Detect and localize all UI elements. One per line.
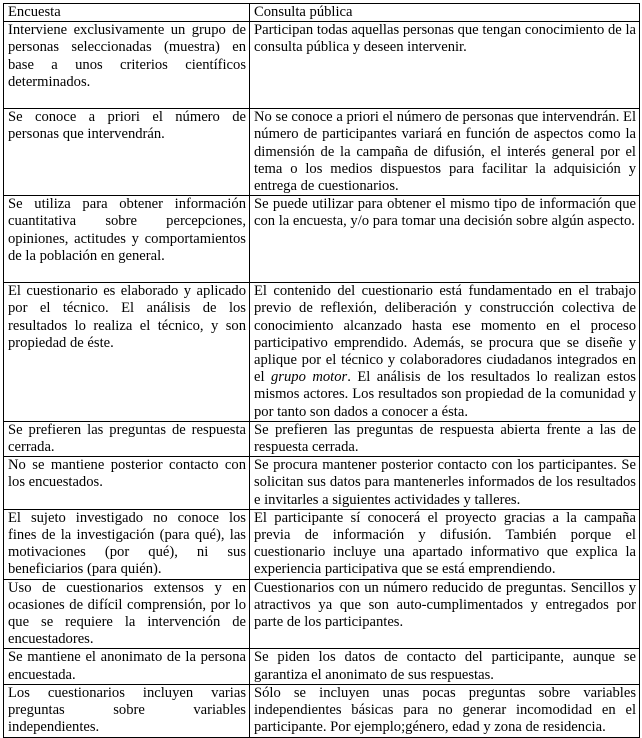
cell-encuesta: Se mantiene el anonimato de la persona encuestada. xyxy=(4,649,250,684)
cell-consulta: Cuestionarios con un número reducido de preguntas. Sencillos y atractivos ya que son auto-cumplimentados y entregados por parte de los participantes. xyxy=(250,579,640,649)
cell-consulta: No se conoce a priori el número de personas que intervendrán. El número de participantes variará en función de aspectos como la dimensión de la campaña de difusión, el interés general por el tema o los medios dispuestos para facilitar la adquisición y entrega de cuestionarios. xyxy=(250,109,640,196)
cell-encuesta: Interviene exclusivamente un grupo de personas seleccionadas (muestra) en base a unos criterios científicos determinados. xyxy=(4,22,250,109)
cell-consulta-text-after: . El análisis de los resultados lo realizan estos mismos actores. Los resultados son propiedad de la comunidad y por tanto son dados a conocer a ésta. xyxy=(254,369,636,420)
cell-consulta: Participan todas aquellas personas que tengan conocimiento de la consulta pública y deseen intervenir. xyxy=(250,22,640,109)
cell-consulta: El participante sí conocerá el proyecto gracias a la campaña previa de información y difusión. También porque el cuestionario incluye una apartado informativo que explica la experiencia participativa que se está emprendiendo. xyxy=(250,509,640,579)
table-row xyxy=(4,22,640,109)
header-consulta-publica: Consulta pública xyxy=(250,4,640,22)
cell-consulta: Se piden los datos de contacto del participante, aunque se garantiza el anonimato de sus respuestas. xyxy=(250,649,640,684)
table-row xyxy=(4,579,640,649)
cell-consulta-italic: grupo motor xyxy=(271,369,348,386)
table-row xyxy=(4,196,640,283)
cell-consulta: Sólo se incluyen unas pocas preguntas sobre variables independientes básicas para no generar incomodidad en el participante. Por ejemplo;género, edad y zona de residencia. xyxy=(250,684,640,737)
table-row xyxy=(4,421,640,456)
cell-encuesta: No se mantiene posterior contacto con los encuestados. xyxy=(4,457,250,510)
cell-consulta: Se procura mantener posterior contacto con los participantes. Se solicitan sus datos para mantenerles informados de los resultados e invitarles a siguientes actividades y talleres. xyxy=(250,457,640,510)
header-encuesta: Encuesta xyxy=(4,4,250,22)
cell-encuesta: Los cuestionarios incluyen varias preguntas sobre variables independientes. xyxy=(4,684,250,737)
table-row xyxy=(4,684,640,737)
table-row xyxy=(4,509,640,579)
table-row xyxy=(4,109,640,196)
cell-encuesta: Se prefieren las preguntas de respuesta cerrada. xyxy=(4,421,250,456)
cell-encuesta: Se utiliza para obtener información cuantitativa sobre percepciones, opiniones, actitudes y comportamientos de la población en general. xyxy=(4,196,250,283)
cell-encuesta: El sujeto investigado no conoce los fines de la investigación (para qué), las motivaciones (por qué), ni sus beneficiarios (para quién). xyxy=(4,509,250,579)
table-header-row xyxy=(4,4,640,22)
table-row xyxy=(4,283,640,422)
cell-consulta-text: El contenido del cuestionario está fundamentado en el trabajo previo de reflexión, deliberación y construcción colectiva de conocimiento alcanzado hasta ese momento en el proceso participativo emprendido. Además, se procura que se diseñe y aplique por el técnico y colaboradores ciudadanos integrados en el xyxy=(254,283,636,386)
comparison-table xyxy=(3,3,640,738)
table-row xyxy=(4,649,640,684)
cell-encuesta: El cuestionario es elaborado y aplicado por el técnico. El análisis de los resultados lo realiza el técnico, y son propiedad de éste. xyxy=(4,283,250,422)
cell-consulta: Se prefieren las preguntas de respuesta abierta frente a las de respuesta cerrada. xyxy=(250,421,640,456)
cell-encuesta: Uso de cuestionarios extensos y en ocasiones de difícil comprensión, por lo que se requiere la intervención de encuestadores. xyxy=(4,579,250,649)
cell-encuesta: Se conoce a priori el número de personas que intervendrán. xyxy=(4,109,250,196)
cell-consulta: Se puede utilizar para obtener el mismo tipo de información que con la encuesta, y/o para tomar una decisión sobre algún aspecto. xyxy=(250,196,640,283)
table-row xyxy=(4,457,640,510)
cell-consulta xyxy=(250,283,640,422)
